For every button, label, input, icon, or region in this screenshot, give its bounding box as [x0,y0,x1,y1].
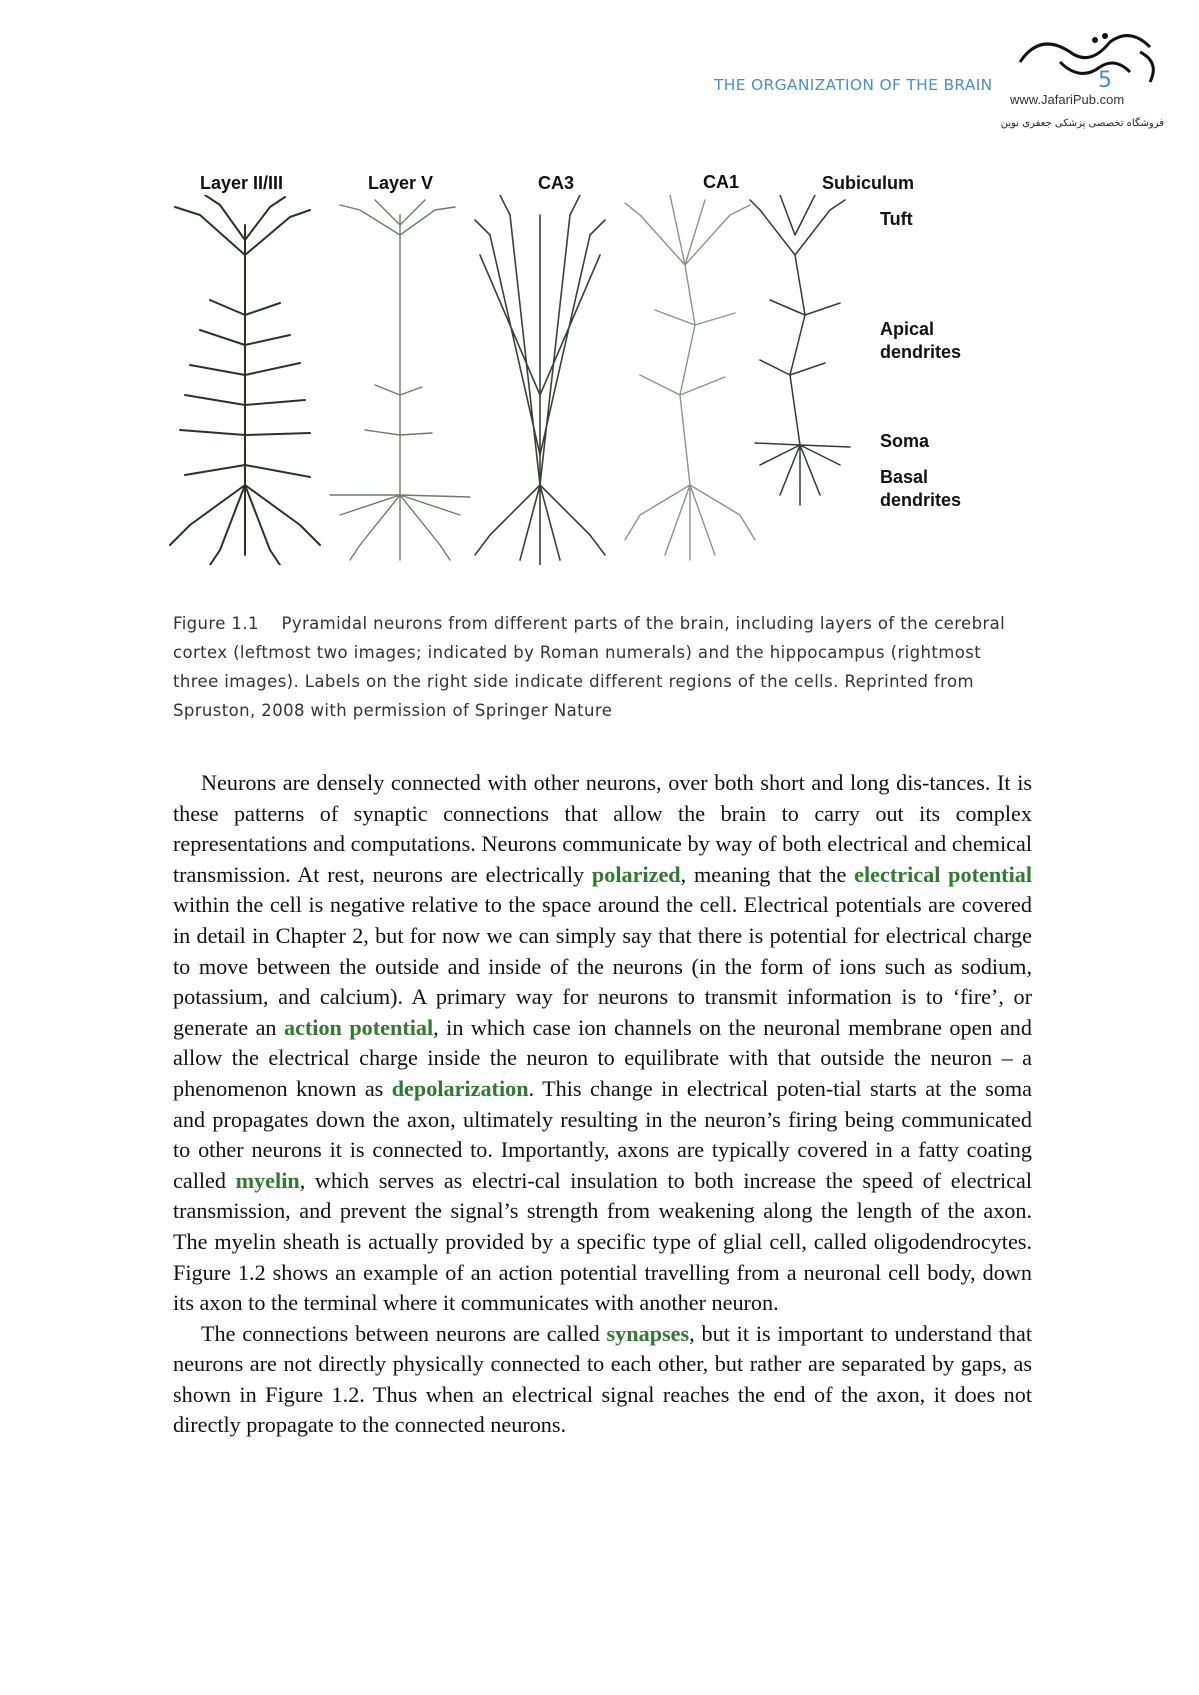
column-label-layer-5: Layer V [368,173,434,193]
text-run: . This change in electrical poten-tial starts at the soma and propagates down the axon, ultimately resulting in the neuron’s firing being communicated to other neurons it is connected to. Importantly, axons are typically covered in a fatty coating called [173,1075,1032,1193]
caption-label: Figure 1.1 [173,614,259,633]
column-label-subiculum: Subiculum [822,173,915,193]
pyramidal-neurons-illustration [160,195,920,565]
neuron-layer-5 [330,200,470,560]
term-synapses: synapses [606,1320,690,1346]
neuron-layer-2-3 [170,195,320,565]
paragraph-1 [173,768,1032,1319]
term-myelin: myelin [235,1167,300,1193]
text-run: Neurons are densely connected with other neurons, over both short and long dis-tances. It is these patterns of synaptic connections that allow the brain to carry out its complex representations and computations. Neurons communicate by way of both electrical and chemical transmission. At rest, neurons are electrically [173,770,1032,887]
text-run: , in which case ion channels on the neuronal membrane open and allow the electrical charge inside the neuron to equilibrate with that outside the neuron – a phenomenon known as [173,1014,1032,1101]
text-run: , meaning that the [680,861,855,887]
term-polarized: polarized [591,861,681,887]
term-depolarization: depolarization [391,1075,529,1101]
paragraph-2 [173,1319,1032,1441]
text-run: within the cell is negative relative to the space around the cell. Electrical potentials are covered in detail in Chapter 2, but for now we can simply say that there is potential for electrical charge to move between the outside and inside of the neurons (in the form of ions such as sodium, potassium, and calcium). A primary way for neurons to transmit information is to ‘fire’, or generate an [173,892,1032,1040]
neuron-subiculum [750,195,850,505]
term-electrical-potential: electrical potential [854,861,1032,887]
text-run: The connections between neurons are called [201,1320,607,1346]
page-number: 5 [1098,68,1112,93]
region-label-basal-line2: dendrites [880,490,962,510]
column-label-ca1: CA1 [703,172,740,192]
region-label-apical-line1: Apical [880,319,935,339]
body-text [173,768,1032,1441]
region-label-basal-line1: Basal [880,467,929,487]
running-head: THE ORGANIZATION OF THE BRAIN [714,76,993,94]
publisher-logo [1000,22,1170,102]
caption-text: Pyramidal neurons from different parts of the brain, including layers of the cerebral cortex (leftmost two images; indicated by Roman numerals) and the hippocampus (rightmost three images). Labels on the right side indicate different regions of the cells. Reprinted from Spruston, 2008 with permission of Springer Nature [173,614,1006,720]
region-label-apical-line2: dendrites [880,342,962,362]
text-run: , but it is important to understand that neurons are not directly physically connected to each other, but rather are separated by gaps, as shown in Figure 1.2. Thus when an electrical signal reaches the end of the axon, it does not directly propagate to the connected neurons. [173,1320,1033,1438]
text-run: , which serves as electri-cal insulation to both increase the speed of electrical transmission, and prevent the signal’s strength from weakening along the length of the axon. The myelin sheath is actually provided by a specific type of glial cell, called oligodendrocytes. Figure 1.2 shows an example of an action potential travelling from a neuronal cell body, down its axon to the terminal where it communicates with another neuron. [173,1167,1032,1316]
term-action-potential: action potential [283,1014,434,1040]
column-label-layer-2-3: Layer II/III [200,173,284,193]
neuron-ca1 [625,195,755,560]
publisher-url[interactable]: www.JafariPub.com [1010,92,1125,107]
region-label-tuft: Tuft [880,209,913,229]
publisher-tagline: فروشگاه تخصصی پزشکی جعفری نوین [1000,118,1164,129]
column-label-ca3: CA3 [538,173,575,193]
figure-caption [173,609,1013,725]
region-label-soma: Soma [880,431,930,451]
neuron-ca3 [475,195,605,565]
